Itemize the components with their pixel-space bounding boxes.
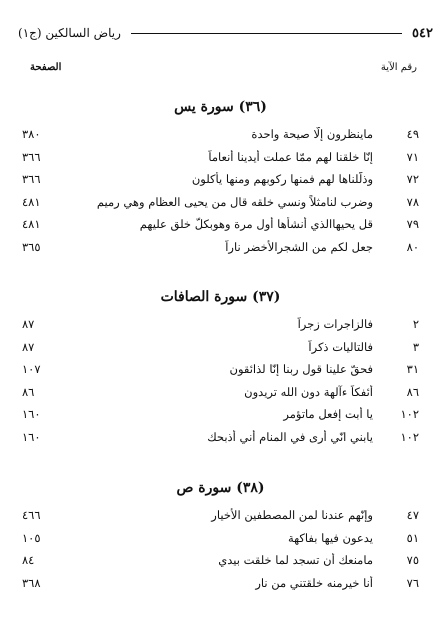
- index-row: [22, 236, 419, 259]
- verse-number: ١٠٢: [400, 429, 419, 444]
- verse-number: ٨٠: [406, 239, 419, 254]
- page-ref: ٤٨١: [22, 194, 41, 209]
- verse-number: ٥١: [406, 530, 419, 545]
- verse-number: ٤٩: [406, 127, 419, 142]
- index-row: [22, 191, 419, 214]
- page-ref: ٨٧: [22, 339, 35, 354]
- verse-text: أنا خيرمنه خلقتني من نار: [255, 575, 373, 590]
- section-title: (٣٦) سورة يس: [174, 99, 267, 115]
- surah-section-yasin: [22, 97, 419, 258]
- verse-text: ماينظرون إلّا صيحة واحدة: [251, 127, 373, 142]
- verse-number: ٤٧: [406, 508, 419, 523]
- index-row: [22, 426, 419, 449]
- index-row: [22, 358, 419, 381]
- page-label: الصفحة: [30, 61, 62, 73]
- index-row: [22, 213, 419, 236]
- verse-text: وذلّلناها لهم فمنها ركوبهم ومنها يأكلون: [191, 172, 373, 187]
- verse-text: إنّا خلقنا لهم ممّا عملت أيدينا أنعاماً: [208, 149, 373, 164]
- surah-section-sad: [22, 478, 419, 594]
- verse-number: ٢: [412, 317, 419, 332]
- section-title: (٣٧) سورة الصافات: [160, 289, 281, 305]
- index-row: [22, 313, 419, 336]
- page-ref: ٤٦٦: [22, 508, 41, 523]
- page-ref: ١٦٠: [22, 407, 41, 422]
- verse-number-label: رقم الآية: [380, 61, 417, 73]
- verse-text: يابني انّي أرى في المنام أني أذبحك: [207, 429, 373, 444]
- page-ref: ٣٦٦: [22, 172, 41, 187]
- running-header: [18, 22, 433, 44]
- verse-number: ٧١: [406, 149, 419, 164]
- verse-text: جعل لكم من الشجرالأخضر ناراً: [225, 239, 373, 254]
- header-rule: [131, 33, 402, 34]
- section-title: (٣٨) سورة ص: [176, 480, 265, 496]
- verse-number: ٧٨: [406, 194, 419, 209]
- page-ref: ٣٦٨: [22, 575, 41, 590]
- verse-text: يدعون فيها بفاكهة: [287, 530, 373, 545]
- verse-number: ٣: [412, 339, 419, 354]
- page-ref: ٤٨١: [22, 217, 41, 232]
- verse-text: مامنعك أن تسجد لما خلقت بيدي: [218, 553, 373, 568]
- verse-number: ٣١: [406, 362, 419, 377]
- index-row: [22, 549, 419, 572]
- index-row: [22, 504, 419, 527]
- index-row: [22, 336, 419, 359]
- index-row: [22, 403, 419, 426]
- page-number: ٥٤٢: [412, 25, 433, 41]
- verse-number: ٧٦: [406, 575, 419, 590]
- index-row: [22, 146, 419, 169]
- verse-text: فحقّ علينا قول ربنا إنّا لذائقون: [229, 362, 373, 377]
- page-ref: ١٦٠: [22, 429, 41, 444]
- index-row: [22, 168, 419, 191]
- page-ref: ٣٦٦: [22, 149, 41, 164]
- verse-text: فالزاجرات زجراً: [297, 317, 373, 332]
- book-title: رياض السالكين (ج١): [18, 26, 121, 40]
- page-ref: ١٠٧: [22, 362, 41, 377]
- verse-text: قل يحيهاالذي أنشأها أول مرة وهوبكلّ خلق عليهم: [139, 217, 373, 232]
- verse-text: أئفكاً ءآلهة دون الله تريدون: [244, 384, 373, 399]
- verse-number: ٧٢: [406, 172, 419, 187]
- page-ref: ٣٨٠: [22, 127, 41, 142]
- column-labels: [30, 58, 417, 76]
- page-ref: ٨٧: [22, 317, 35, 332]
- verse-text: فالتاليات ذكراً: [308, 339, 373, 354]
- page-ref: ٨٦: [22, 384, 35, 399]
- page-ref: ١٠٥: [22, 530, 41, 545]
- index-row: [22, 572, 419, 595]
- verse-text: يا أبت إفعل ماتؤمر: [283, 407, 373, 422]
- verse-number: ٧٩: [406, 217, 419, 232]
- page-ref: ٨٤: [22, 553, 35, 568]
- verse-text: وضرب لنامثلاً ونسي خلقه قال من يحيى العظام وهي رميم: [96, 194, 373, 209]
- index-row: [22, 381, 419, 404]
- surah-section-saffat: [22, 287, 419, 448]
- verse-number: ٨٦: [406, 384, 419, 399]
- index-row: [22, 123, 419, 146]
- verse-number: ١٠٢: [400, 407, 419, 422]
- verse-text: وإنّهم عندنا لمن المصطفين الأخيار: [211, 508, 373, 523]
- verse-number: ٧٥: [406, 553, 419, 568]
- index-row: [22, 527, 419, 550]
- page-ref: ٣٦٥: [22, 239, 41, 254]
